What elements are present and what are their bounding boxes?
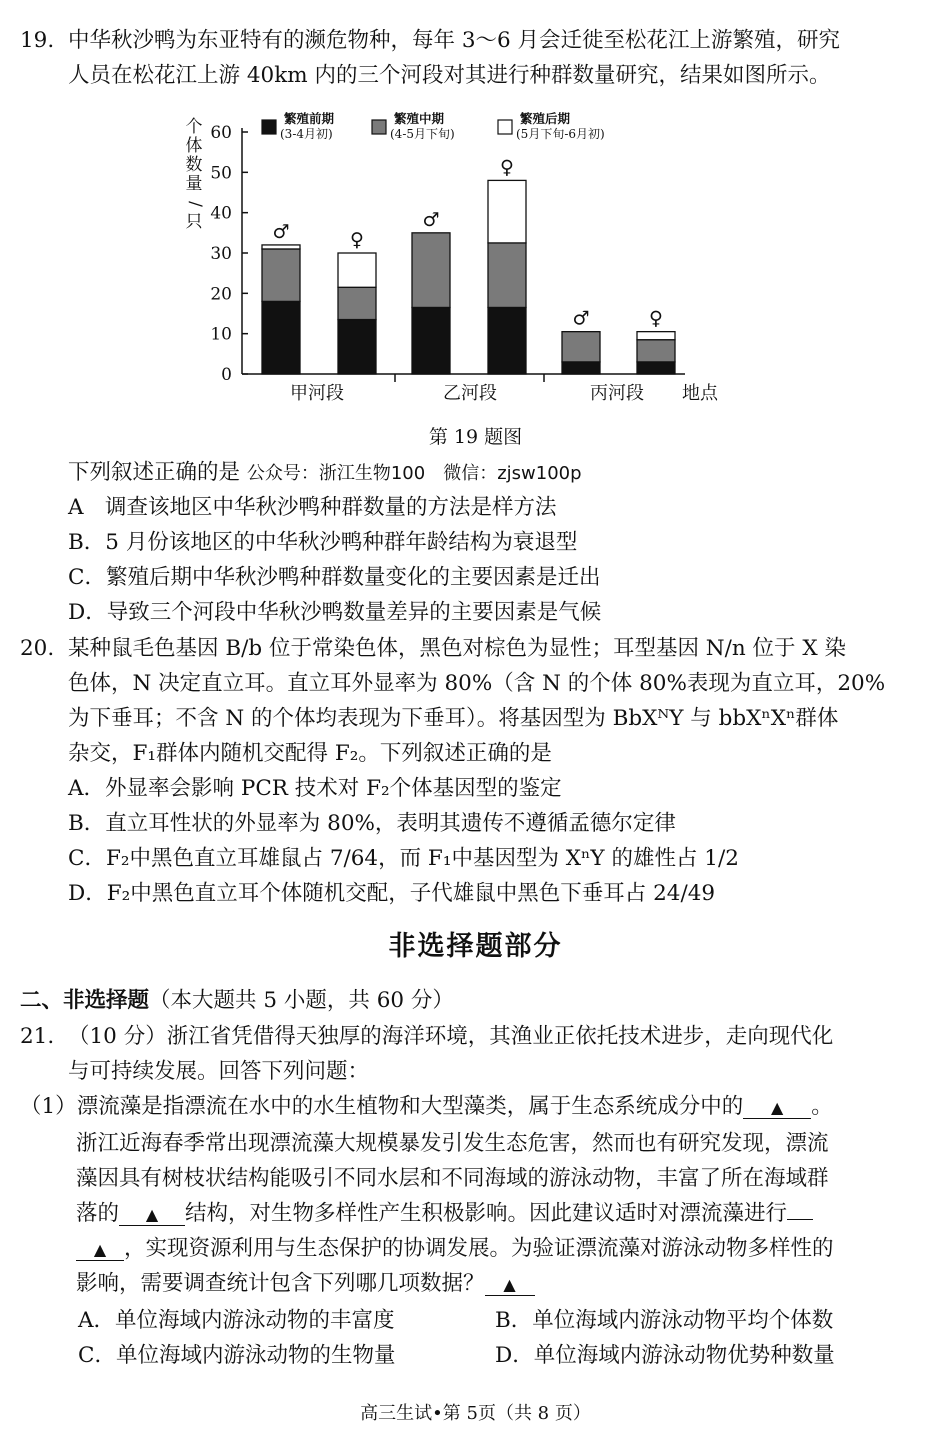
chart-legend [262, 111, 605, 141]
legend-label: 繁殖中期 [394, 111, 445, 126]
answer-blank-3[interactable] [76, 1238, 124, 1261]
x-group-label: 乙河段 [443, 383, 497, 404]
bars [262, 156, 675, 374]
q21-part1-line1 [20, 1096, 833, 1119]
q20-option-d: D．F₂中黑色直立耳个体随机交配，子代雄鼠中黑色下垂耳占 24/49 [68, 881, 716, 906]
y-axis [210, 123, 248, 385]
q21-option-d: D．单位海域内游泳动物优势种数量 [495, 1343, 835, 1368]
q21-text-line1: （10 分）浙江省凭借得天独厚的海洋环境，其渔业正依托技术进步，走向现代化 [68, 1024, 834, 1049]
legend-swatch [372, 120, 386, 134]
answer-blank-1[interactable] [743, 1096, 811, 1119]
legend-swatch [498, 120, 512, 134]
bar-segment [562, 332, 600, 362]
sex-symbol-label: ♂ [422, 208, 440, 231]
bar-segment [262, 245, 300, 249]
bar-segment [637, 340, 675, 362]
q21-part1-line2: 浙江近海春季常出现漂流藻大规模暴发引发生态危害，然而也有研究发现，漂流 [76, 1131, 829, 1156]
legend-label: 繁殖后期 [520, 111, 571, 126]
y-axis-label-char: 只 [185, 212, 203, 232]
x-group-label: 丙河段 [590, 383, 644, 404]
question-number-21: 21. [20, 1024, 55, 1049]
q20-option-b: B．直立耳性状的外显率为 80%，表明其遗传不遵循孟德尔定律 [68, 811, 676, 836]
bar-segment [262, 301, 300, 374]
legend-sublabel: (5月下旬-6月初) [516, 127, 605, 141]
answer-blank-3-start[interactable] [787, 1219, 813, 1220]
answer-blank-4[interactable] [485, 1273, 535, 1296]
triangle-icon: ▲ [503, 1275, 516, 1294]
section-title: 非选择题部分 [388, 931, 563, 962]
y-tick-label: 20 [210, 284, 232, 305]
q21-text-line2: 与可持续发展。回答下列问题： [68, 1059, 370, 1084]
section-heading [20, 990, 454, 1012]
q21-option-b: B．单位海域内游泳动物平均个体数 [495, 1308, 834, 1333]
bar-segment [412, 307, 450, 374]
q21-option-c: C．单位海域内游泳动物的生物量 [78, 1343, 396, 1368]
y-tick-label: 10 [210, 324, 232, 345]
bar-segment [488, 307, 526, 374]
q21-part1-text-e: ，实现资源利用与生态保护的协调发展。为验证漂流藻对游泳动物多样性的 [124, 1236, 834, 1261]
q20-text-line1: 某种鼠毛色基因 B/b 位于常染色体，黑色对棕色为显性；耳型基因 N/n 位于 X 染 [68, 636, 847, 661]
y-axis-label-char: 数 [185, 155, 203, 175]
y-tick-label: 50 [210, 163, 232, 184]
bar-segment [488, 180, 526, 243]
y-tick-label: 40 [210, 203, 232, 224]
x-axis-label: 地点 [682, 383, 718, 404]
x-axis [242, 374, 719, 404]
legend-sublabel: (4-5月下旬) [390, 127, 455, 141]
q21-part1-text-a: 漂流藻是指漂流在水中的水生植物和大型藻类，属于生态系统成分中的 [76, 1094, 744, 1119]
page-footer: 高三生试•第 5页（共 8 页） [360, 1403, 591, 1424]
part-label: （1） [20, 1094, 77, 1119]
q20-text-line4: 杂交，F₁群体内随机交配得 F₂。下列叙述正确的是 [68, 741, 552, 766]
section-heading-label: 二、非选择题 [20, 988, 150, 1013]
q21-part1-line4 [76, 1203, 813, 1226]
bar-segment [637, 332, 675, 340]
q19-text-line1: 中华秋沙鸭为东亚特有的濒危物种，每年 3～6 月会迁徙至松花江上游繁殖，研究 [68, 28, 841, 53]
q19-option-d: D．导致三个河段中华秋沙鸭数量差异的主要因素是气候 [68, 600, 602, 625]
q20-option-a: A．外显率会影响 PCR 技术对 F₂个体基因型的鉴定 [68, 776, 562, 801]
watermark-text: 公众号：浙江生物100 微信：zjsw100p [246, 463, 582, 484]
bar-segment [262, 249, 300, 301]
y-axis-label-char: / [185, 201, 205, 207]
y-axis-label-char: 量 [185, 174, 203, 194]
q21-part1-text-d2: 结构，对生物多样性产生积极影响。因此建议适时对漂流藻进行 [185, 1201, 788, 1226]
q19-text-line2: 人员在松花江上游 40km 内的三个河段对其进行种群数量研究，结果如图所示。 [68, 63, 831, 88]
sex-symbol-label: ♀ [500, 156, 514, 179]
figure-caption: 第 19 题图 [428, 426, 523, 448]
section-heading-note: （本大题共 5 小题，共 60 分） [149, 988, 454, 1013]
legend-sublabel: (3-4月初) [280, 127, 333, 141]
sex-symbol-label: ♀ [350, 229, 364, 251]
bar-segment [338, 320, 376, 374]
y-tick-label: 30 [210, 244, 232, 264]
q21-part1-text-d1: 落的 [76, 1201, 120, 1226]
q19-stem [68, 462, 582, 484]
question-number-20: 20. [20, 636, 55, 661]
sex-symbol-label: ♂ [572, 307, 590, 330]
q21-part1-line3: 藻因具有树枝状结构能吸引不同水层和不同海域的游泳动物，丰富了所在海域群 [76, 1166, 829, 1191]
triangle-icon: ▲ [145, 1205, 159, 1224]
q21-option-a: A．单位海域内游泳动物的丰富度 [78, 1308, 395, 1333]
y-axis-label-char: 个 [185, 117, 203, 137]
q20-text-line3: 为下垂耳；不含 N 的个体均表现为下垂耳）。将基因型为 BbXᴺY 与 bbXⁿXⁿ群体 [68, 706, 839, 731]
question-number-19: 19. [20, 28, 55, 53]
legend-label: 繁殖前期 [284, 111, 335, 126]
q19-option-c: C．繁殖后期中华秋沙鸭种群数量变化的主要因素是迁出 [68, 565, 601, 590]
q20-option-c: C．F₂中黑色直立耳雄鼠占 7/64，而 F₁中基因型为 XⁿY 的雄性占 1/2 [68, 846, 739, 871]
q20-text-line2: 色体，N 决定直立耳。直立耳外显率为 80%（含 N 的个体 80%表现为直立耳，20% [68, 671, 886, 696]
q19-option-b: B．5 月份该地区的中华秋沙鸭种群年龄结构为衰退型 [68, 530, 578, 555]
y-axis-label-char: 体 [185, 136, 203, 156]
bar-segment [488, 243, 526, 308]
answer-blank-2[interactable] [119, 1203, 185, 1226]
x-group-label: 甲河段 [290, 383, 344, 404]
bar-segment [637, 362, 675, 374]
bar-segment [338, 287, 376, 319]
y-axis-label [185, 117, 205, 232]
bar-segment [338, 253, 376, 287]
q21-part1-line5 [76, 1238, 834, 1261]
q21-part1-text-f: 影响，需要调查统计包含下列哪几项数据？ [76, 1271, 485, 1296]
q21-part1-end: 。 [811, 1094, 833, 1119]
q21-part1-line6 [76, 1273, 535, 1296]
sex-symbol-label: ♀ [649, 307, 663, 330]
q19-stem-text: 下列叙述正确的是 [68, 460, 241, 485]
bar-segment [562, 362, 600, 374]
bar-chart [180, 108, 760, 408]
legend-swatch [262, 120, 276, 134]
q19-option-a: A 调查该地区中华秋沙鸭种群数量的方法是样方法 [68, 495, 557, 520]
sex-symbol-label: ♂ [272, 220, 290, 243]
bar-segment [412, 233, 450, 308]
y-tick-label: 0 [221, 365, 232, 385]
triangle-icon: ▲ [93, 1240, 107, 1259]
y-tick-label: 60 [210, 123, 232, 143]
triangle-icon: ▲ [771, 1098, 784, 1117]
